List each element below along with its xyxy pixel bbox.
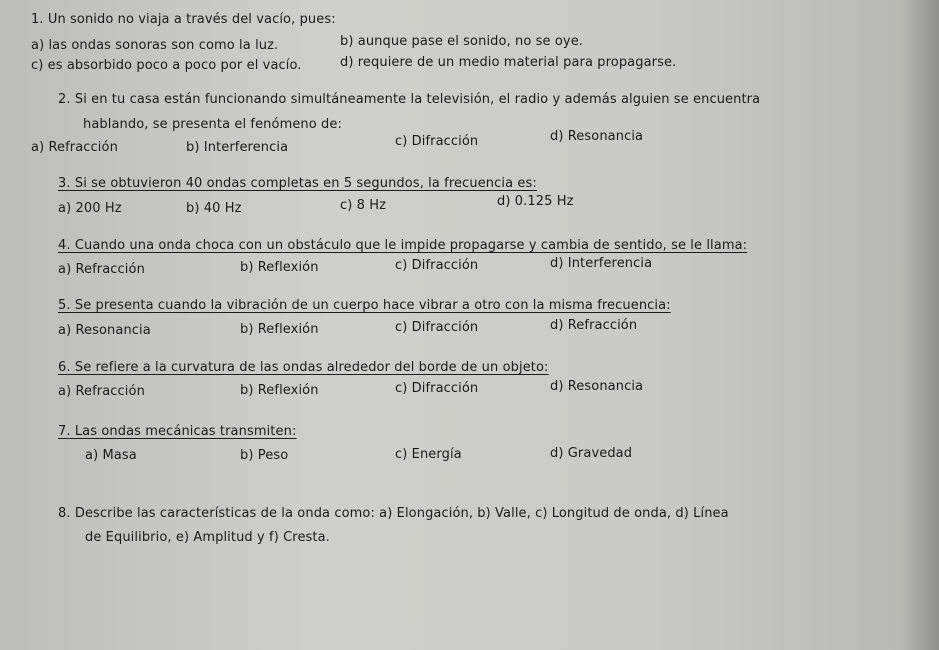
question-3-option-a: a) 200 Hz xyxy=(58,201,122,216)
question-4-stem: 4. Cuando una onda choca con un obstáculo que le impide propagarse y cambia de sentido, se le llama: xyxy=(58,238,748,253)
question-8-stem-line-2: de Equilibrio, e) Amplitud y f) Cresta. xyxy=(85,530,330,545)
question-7-option-a: a) Masa xyxy=(85,448,137,463)
question-6-option-d: d) Resonancia xyxy=(550,379,644,394)
question-6-option-a: a) Refracción xyxy=(58,384,145,399)
question-4-option-b: b) Reflexión xyxy=(240,260,319,275)
question-5-option-c: c) Difracción xyxy=(395,320,479,335)
question-6-stem: 6. Se refiere a la curvatura de las ondas alrededor del borde de un objeto: xyxy=(58,360,549,375)
page-edge-shadow xyxy=(901,0,939,650)
question-6-option-b: b) Reflexión xyxy=(240,383,319,398)
question-1-option-c: c) es absorbido poco a poco por el vacío. xyxy=(31,58,302,73)
question-1-option-d: d) requiere de un medio material para propagarse. xyxy=(340,55,677,70)
question-3-option-b: b) 40 Hz xyxy=(186,201,242,216)
question-2-option-c: c) Difracción xyxy=(395,134,479,149)
question-2-stem-line-1: 2. Si en tu casa están funcionando simultáneamente la televisión, el radio y además alguien se encuentra xyxy=(58,92,761,107)
question-5-option-d: d) Refracción xyxy=(550,318,638,333)
question-5-option-a: a) Resonancia xyxy=(58,323,151,338)
question-2-option-d: d) Resonancia xyxy=(550,129,644,144)
question-1-option-b: b) aunque pase el sonido, no se oye. xyxy=(340,34,584,49)
question-2-option-a: a) Refracción xyxy=(31,140,118,155)
question-7-option-b: b) Peso xyxy=(240,448,289,463)
question-8-stem-line-1: 8. Describe las características de la onda como: a) Elongación, b) Valle, c) Longitud de onda, d) Línea xyxy=(58,506,729,521)
question-2-stem-line-2: hablando, se presenta el fenómeno de: xyxy=(83,117,342,132)
question-1-option-a: a) las ondas sonoras son como la luz. xyxy=(31,38,279,53)
question-7-option-d: d) Gravedad xyxy=(550,446,633,461)
question-2-option-b: b) Interferencia xyxy=(186,140,289,155)
question-4-option-a: a) Refracción xyxy=(58,262,145,277)
question-4-option-d: d) Interferencia xyxy=(550,256,653,271)
question-5-option-b: b) Reflexión xyxy=(240,322,319,337)
question-3-option-d: d) 0.125 Hz xyxy=(497,194,574,209)
question-3-stem: 3. Si se obtuvieron 40 ondas completas en 5 segundos, la frecuencia es: xyxy=(58,176,537,191)
question-6-option-c: c) Difracción xyxy=(395,381,479,396)
question-3-option-c: c) 8 Hz xyxy=(340,198,387,213)
question-7-stem: 7. Las ondas mecánicas transmiten: xyxy=(58,424,297,439)
question-4-option-c: c) Difracción xyxy=(395,258,479,273)
question-5-stem: 5. Se presenta cuando la vibración de un cuerpo hace vibrar a otro con la misma frecuencia: xyxy=(58,298,671,313)
question-1-stem: 1. Un sonido no viaja a través del vacío, pues: xyxy=(31,12,336,27)
question-7-option-c: c) Energía xyxy=(395,447,462,462)
